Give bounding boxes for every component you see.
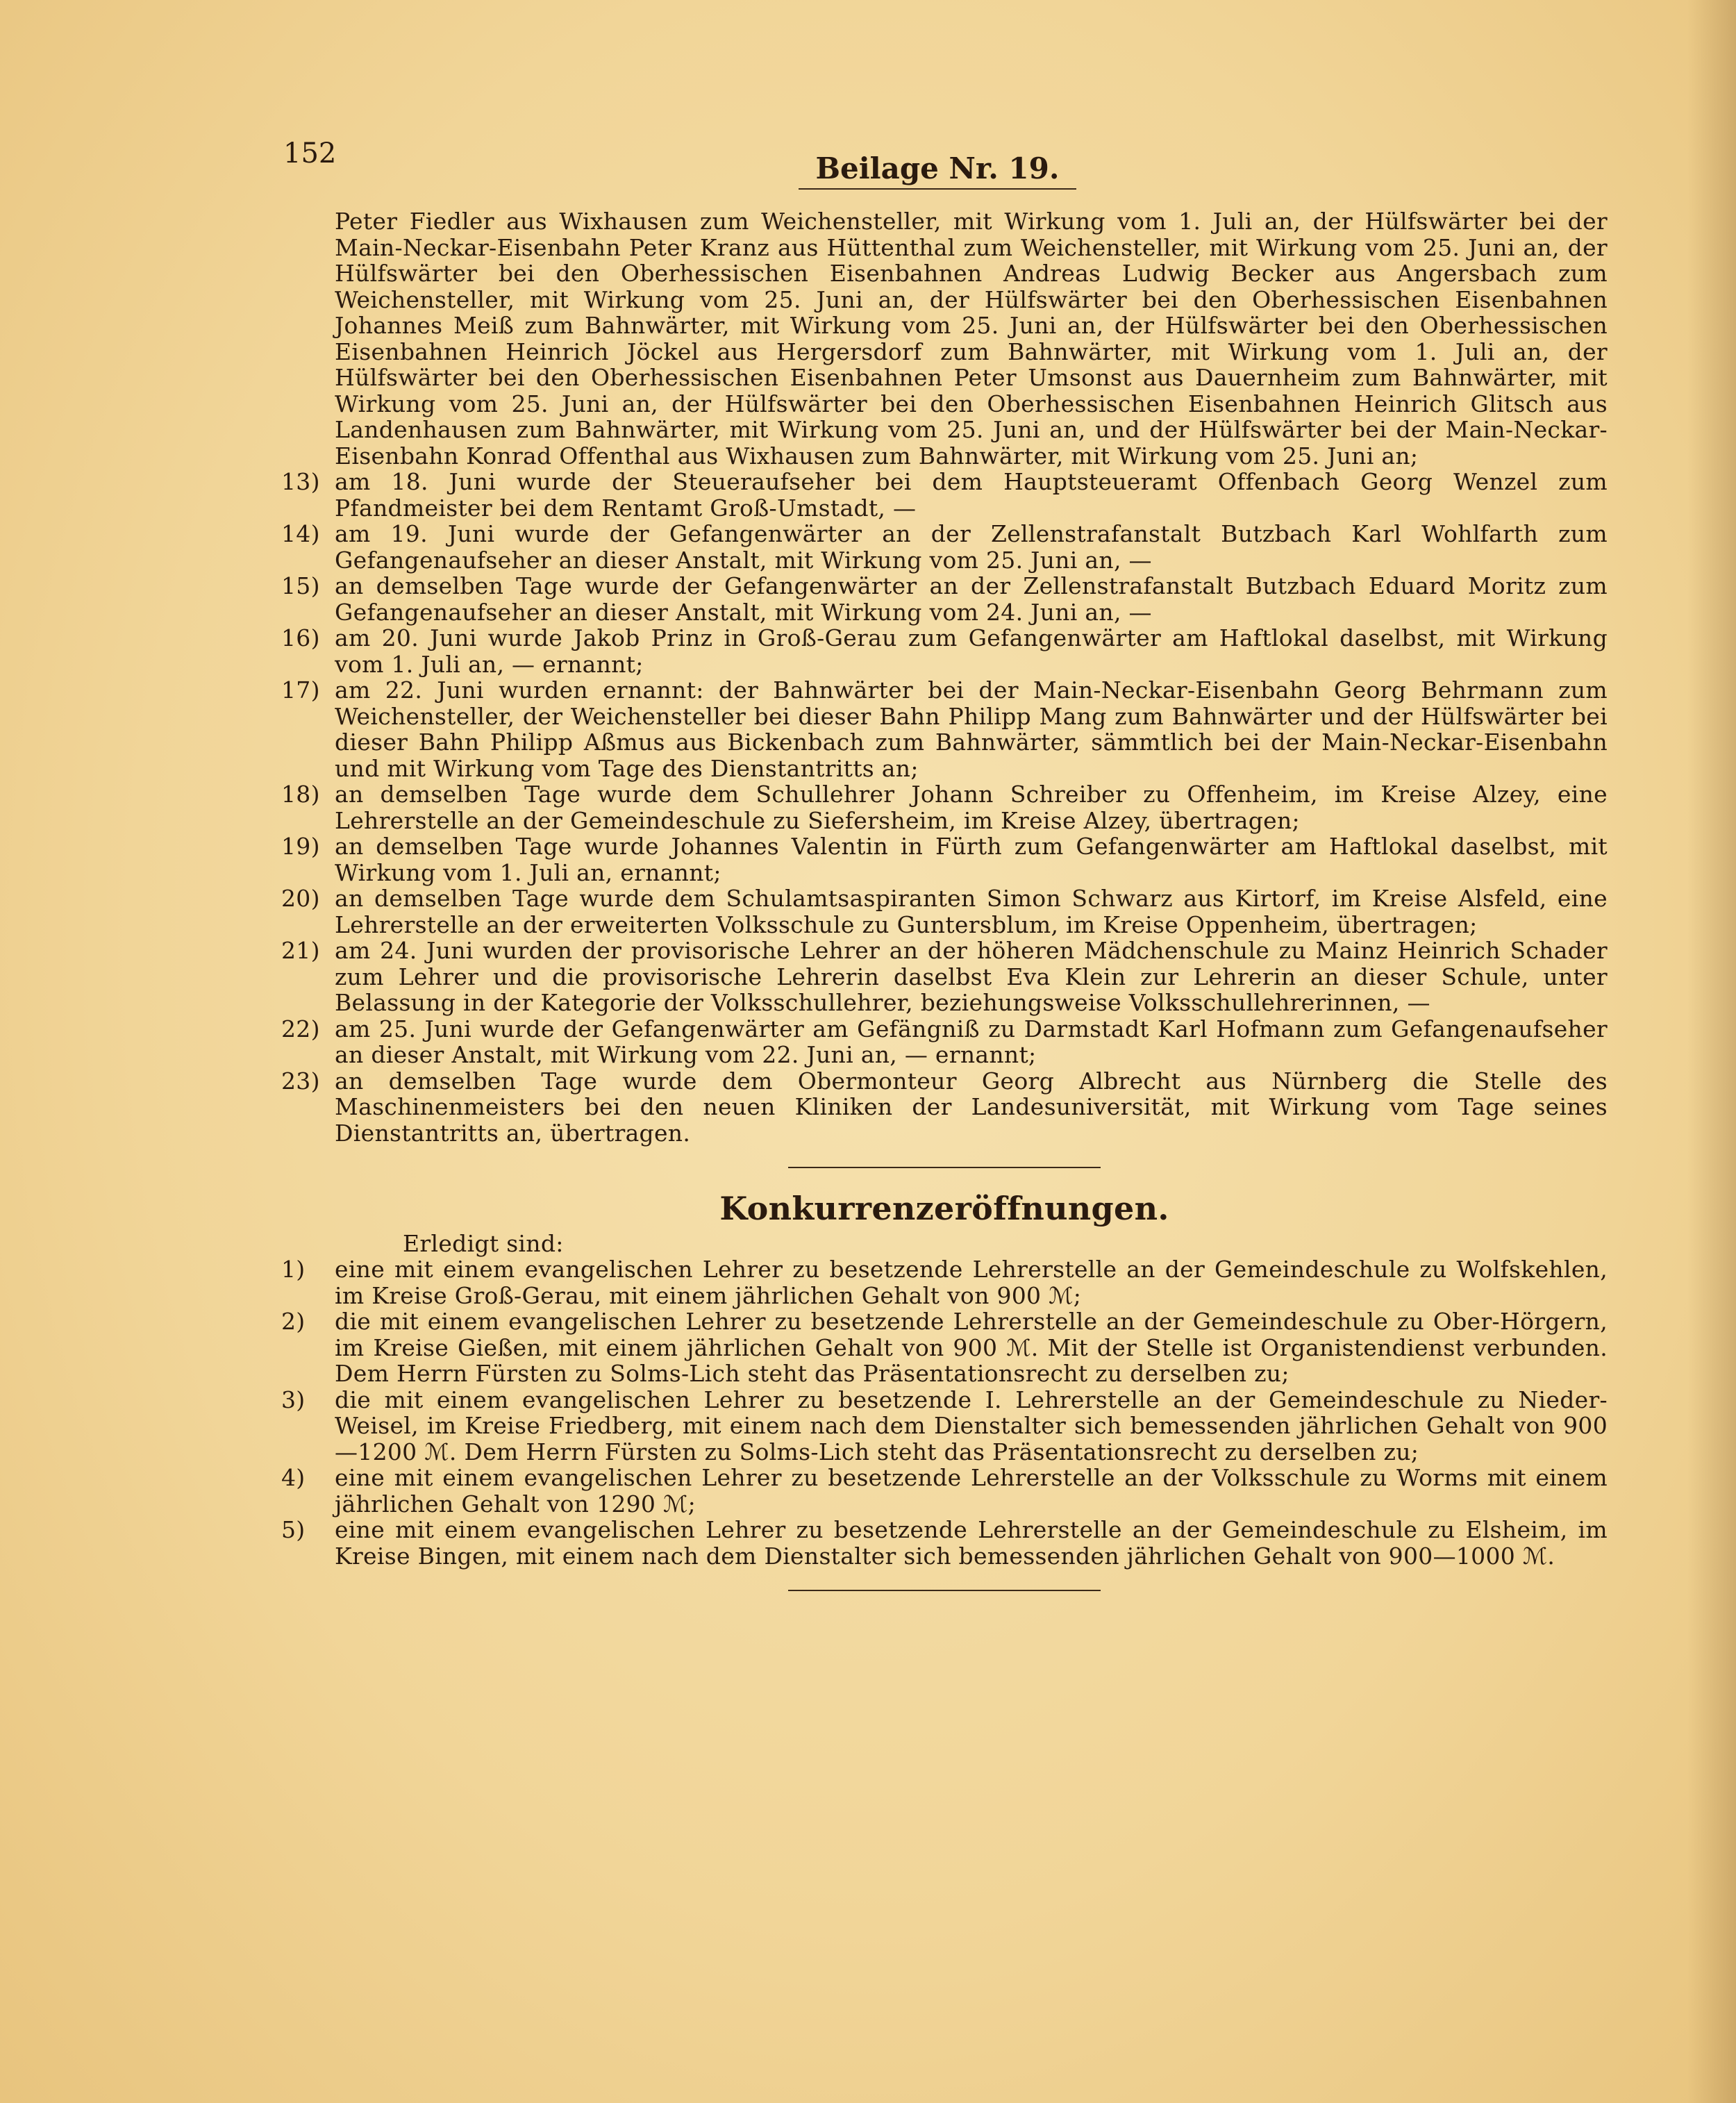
divider xyxy=(788,1590,1101,1591)
item-number: 1) xyxy=(281,1256,306,1283)
item-text: an demselben Tage wurde Johannes Valentin in Fürth zum Gefangenwärter am Haftlokal daselbst, mit Wirkung vom 1. Juli an, ernannt; xyxy=(335,833,1608,886)
appointment-item xyxy=(281,625,1608,677)
item-text: am 24. Juni wurden der provisorische Lehrer an der höheren Mädchenschule zu Mainz Heinrich Schader zum Lehrer und die provisorische Lehrerin daselbst Eva Klein zur Lehrerin an dieser Schule, unter Belassung in der Kategorie der Volksschullehrer, beziehungsweise Volksschullehrerinnen, — xyxy=(335,937,1608,1016)
item-number: 17) xyxy=(281,676,320,704)
vacancy-item xyxy=(281,1465,1608,1517)
item-number: 22) xyxy=(281,1015,320,1042)
item-number: 19) xyxy=(281,833,320,860)
vacancy-item xyxy=(281,1256,1608,1308)
page-edge-shadow xyxy=(1687,0,1736,2103)
item-text: am 18. Juni wurde der Steueraufseher bei dem Hauptsteueramt Offenbach Georg Wenzel zum Pfandmeister bei dem Rentamt Groß-Umstadt, — xyxy=(335,468,1608,522)
item-text: am 19. Juni wurde der Gefangenwärter an der Zellenstrafanstalt Butzbach Karl Wohlfarth zum Gefangenaufseher an dieser Anstalt, mit Wirkung vom 25. Juni an, — xyxy=(335,520,1608,574)
item-number: 20) xyxy=(281,885,320,912)
vacancy-list xyxy=(281,1256,1608,1569)
item-number: 5) xyxy=(281,1516,306,1543)
appointment-item xyxy=(281,677,1608,781)
appointment-item xyxy=(281,1016,1608,1068)
item-text: eine mit einem evangelischen Lehrer zu besetzende Lehrerstelle an der Gemeindeschule zu Wolfskehlen, im Kreise Groß-Gerau, mit einem jährlichen Gehalt von 900 ℳ; xyxy=(335,1256,1608,1309)
item-text: die mit einem evangelischen Lehrer zu besetzende Lehrerstelle an der Gemeindeschule zu Ober-Hörgern, im Kreise Gießen, mit einem jährlichen Gehalt von 900 ℳ. Mit der Stelle ist Organistendienst verbunden. Dem Herrn Fürsten zu Solms-Lich steht das Präsentationsrecht zu derselben zu; xyxy=(335,1308,1608,1387)
section-heading: Konkurrenzeröffnungen. xyxy=(719,1190,1169,1227)
continuation-paragraph: Peter Fiedler aus Wixhausen zum Weichensteller, mit Wirkung vom 1. Juli an, der Hülfswärter bei der Main-Neckar-Eisenbahn Peter Kranz aus Hüttenthal zum Weichensteller, mit Wirkung vom 25. Juni an, der Hülfswärter bei den Oberhessischen Eisenbahnen Andreas Ludwig Becker aus Angersbach zum Weichensteller, mit Wirkung vom 25. Juni an, der Hülfswärter bei den Oberhessischen Eisenbahnen Johannes Meiß zum Bahnwärter, mit Wirkung vom 25. Juni an, der Hülfswärter bei den Oberhessischen Eisenbahnen Heinrich Jöckel aus Hergersdorf zum Bahnwärter, mit Wirkung vom 1. Juli an, der Hülfswärter bei den Oberhessischen Eisenbahnen Peter Umsonst aus Dauernheim zum Bahnwärter, mit Wirkung vom 25. Juni an, der Hülfswärter bei den Oberhessischen Eisenbahnen Heinrich Glitsch aus Landenhausen zum Bahnwärter, mit Wirkung vom 25. Juni an, und der Hülfswärter bei der Main-Neckar-Eisenbahn Konrad Offenthal aus Wixhausen zum Bahnwärter, mit Wirkung vom 25. Juni an; xyxy=(335,208,1608,469)
page-title: Beilage Nr. 19. xyxy=(799,151,1076,190)
appointment-item xyxy=(281,573,1608,625)
page-number: 152 xyxy=(283,138,337,169)
item-number: 4) xyxy=(281,1464,306,1491)
main-text-column xyxy=(281,208,1608,1612)
vacancy-item xyxy=(281,1387,1608,1465)
appointment-item xyxy=(281,1068,1608,1147)
item-number: 23) xyxy=(281,1067,320,1095)
item-number: 13) xyxy=(281,468,320,495)
appointment-item xyxy=(281,833,1608,886)
appointment-list xyxy=(281,469,1608,1146)
item-text: an demselben Tage wurde der Gefangenwärter an der Zellenstrafanstalt Butzbach Eduard Moritz zum Gefangenaufseher an dieser Anstalt, mit Wirkung vom 24. Juni an, — xyxy=(335,572,1608,626)
appointment-item xyxy=(281,938,1608,1016)
item-number: 16) xyxy=(281,624,320,651)
vacancy-item xyxy=(281,1517,1608,1569)
item-text: an demselben Tage wurde dem Obermonteur Georg Albrecht aus Nürnberg die Stelle des Maschinenmeisters bei den neuen Kliniken der Landesuniversität, mit Wirkung vom Tage seines Dienstantritts an, übertragen. xyxy=(335,1067,1608,1147)
item-text: an demselben Tage wurde dem Schulamtsaspiranten Simon Schwarz aus Kirtorf, im Kreise Alsfeld, eine Lehrerstelle an der erweiterten Volksschule zu Guntersblum, im Kreise Oppenheim, übertragen; xyxy=(335,885,1608,938)
item-text: eine mit einem evangelischen Lehrer zu besetzende Lehrerstelle an der Volksschule zu Worms mit einem jährlichen Gehalt von 1290 ℳ; xyxy=(335,1464,1608,1518)
item-number: 3) xyxy=(281,1386,306,1413)
item-text: eine mit einem evangelischen Lehrer zu besetzende Lehrerstelle an der Gemeindeschule zu Elsheim, im Kreise Bingen, mit einem nach dem Dienstalter sich bemessenden jährlichen Gehalt von 900—1000 ℳ. xyxy=(335,1516,1608,1570)
item-number: 18) xyxy=(281,781,320,808)
item-number: 14) xyxy=(281,520,320,547)
item-text: an demselben Tage wurde dem Schullehrer Johann Schreiber zu Offenheim, im Kreise Alzey, eine Lehrerstelle an der Gemeindeschule zu Siefersheim, im Kreise Alzey, übertragen; xyxy=(335,781,1608,834)
item-number: 21) xyxy=(281,937,320,964)
appointment-item xyxy=(281,886,1608,938)
appointment-item xyxy=(281,469,1608,521)
appointment-item xyxy=(281,521,1608,573)
appointment-item xyxy=(281,781,1608,833)
item-text: am 22. Juni wurden ernannt: der Bahnwärter bei der Main-Neckar-Eisenbahn Georg Behrmann zum Weichensteller, der Weichensteller bei dieser Bahn Philipp Mang zum Bahnwärter und der Hülfswärter bei dieser Bahn Philipp Aßmus aus Bickenbach zum Bahnwärter, sämmtlich bei der Main-Neckar-Eisenbahn und mit Wirkung vom Tage des Dienstantritts an; xyxy=(335,676,1608,782)
item-number: 15) xyxy=(281,572,320,599)
item-text: am 25. Juni wurde der Gefangenwärter am Gefängniß zu Darmstadt Karl Hofmann zum Gefangenaufseher an dieser Anstalt, mit Wirkung vom 22. Juni an, — ernannt; xyxy=(335,1015,1608,1068)
item-text: die mit einem evangelischen Lehrer zu besetzende I. Lehrerstelle an der Gemeindeschule zu Nieder-Weisel, im Kreise Friedberg, mit einem nach dem Dienstalter sich bemessenden jährlichen Gehalt von 900—1200 ℳ. Dem Herrn Fürsten zu Solms-Lich steht das Präsentationsrecht zu derselben zu; xyxy=(335,1386,1608,1465)
vacancy-item xyxy=(281,1308,1608,1387)
item-number: 2) xyxy=(281,1308,306,1335)
item-text: am 20. Juni wurde Jakob Prinz in Groß-Gerau zum Gefangenwärter am Haftlokal daselbst, mit Wirkung vom 1. Juli an, — ernannt; xyxy=(335,624,1608,678)
section-intro: Erledigt sind: xyxy=(403,1229,564,1257)
divider xyxy=(788,1167,1101,1168)
